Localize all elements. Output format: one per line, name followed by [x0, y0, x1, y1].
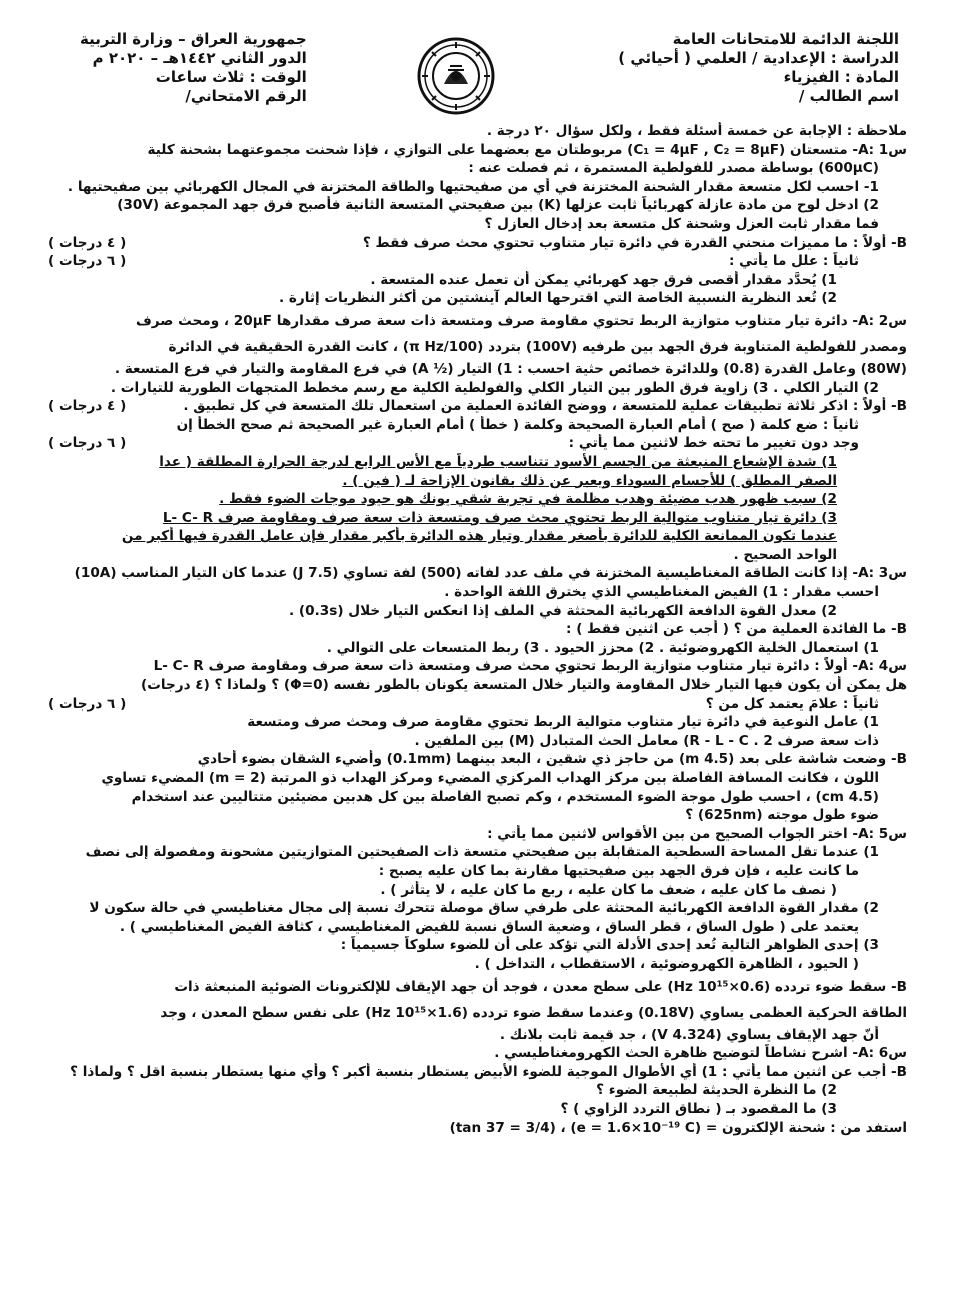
exam-line	[48, 806, 907, 825]
exam-line-text: الصفر المطلق ) للأجسام السوداء ويعبر عن ذلك بقانون الإزاحة لـ ( فين ) .	[342, 472, 837, 489]
exam-line-text: ثانياً : علامَ يعتمد كل من ؟	[705, 695, 879, 712]
exam-line-text: هل يمكن أن يكون فيها التيار خلال المقاومة والتيار خلال المتسعة يكونان بالطور نفسه (Φ=0) ؟ ولماذا ؟ (٤ درجات)	[140, 677, 907, 694]
exam-line-text: ( نصف ما كان عليه ، ضعف ما كان عليه ، ربع ما كان عليه ، لا يتأثر ) .	[380, 881, 837, 898]
exam-line	[48, 196, 907, 215]
exam-line-text: B- أولاً : ما مميزات منحني القدرة في دائرة تيار متناوب تحتوي محث صرف فقط ؟	[362, 234, 907, 251]
exam-line	[48, 1026, 907, 1045]
exam-line	[48, 178, 907, 197]
exam-line-text: وجد دون تغيير ما تحته خط لاثنين مما يأتي :	[568, 435, 859, 452]
exam-line-text: 2) التيار الكلي . 3) زاوية فرق الطور بين التيار الكلي والفولطية الكلية مع رسم مخطط المتجهات الطورية للتيارات .	[110, 379, 879, 396]
exam-line	[48, 583, 907, 602]
exam-line	[48, 732, 907, 751]
exam-line-text: ( الحيود ، الظاهرة الكهروضوئية ، الاستقطاب ، التداخل ) .	[474, 955, 859, 972]
exam-line-text: س1 :A- متسعتان (C₁ = 4μF , C₂ = 8μF) مربوطتان مع بعضهما على التوازي ، فإذا شحنت مجموعتهما بشحنة كلية	[147, 141, 907, 158]
exam-line-text: فما مقدار ثابت العزل وشحنة كل متسعة بعد إدخال العازل ؟	[484, 215, 879, 232]
exam-line	[48, 308, 907, 334]
exam-line-text: ثانياً : ضع كلمة ( صح ) أمام العبارة الصحيحة وكلمة ( خطأ ) أمام العبارة غير الصحيحة ثم صحح الخطأ إن	[176, 416, 859, 433]
exam-line	[48, 936, 907, 955]
exam-line	[48, 490, 907, 509]
exam-line	[48, 1081, 907, 1100]
exam-line	[48, 527, 907, 546]
header-right-block	[618, 30, 899, 106]
exam-line-text: 3) إحدى الظواهر التالية تُعد إحدى الأدلة التي تؤكد على أن للضوء سلوكاً جسيمياً :	[340, 937, 879, 954]
exam-line	[48, 602, 907, 621]
exam-line	[48, 289, 907, 308]
exam-line	[48, 676, 907, 695]
exam-line-text: 3) دائرة تيار متناوب متوالية الربط تحتوي محث صرف ومتسعة ذات سعة صرف ومقاومة صرف L- C- R	[162, 509, 837, 526]
exam-line	[48, 881, 907, 900]
exam-line-text: استفد من : شحنة الإلكترون = (e = 1.6×10⁻¹⁹ C) ، (tan 37 = 3/4)	[449, 1119, 907, 1136]
exam-line-text: 2) ادخل لوح من مادة عازلة كهربائياً ثابت عزلها (K) بين صفيحتي المتسعة الثانية فأصبح فرق جهد المجموعة (30V)	[117, 197, 879, 214]
exam-line	[48, 1000, 907, 1026]
exam-line	[48, 453, 907, 472]
exam-line	[48, 695, 907, 714]
exam-line-text: (600μC) بوساطة مصدر للفولطية المستمرة ، ثم فصلت عنه :	[468, 160, 879, 177]
exam-line-text: (80W) وعامل القدرة (0.8) وللدائرة خصائص حثية احسب : 1) التيار (½ A) في فرع المقاومة والتيار في فرع المتسعة .	[114, 360, 907, 377]
exam-line	[48, 843, 907, 862]
exam-line	[48, 564, 907, 583]
exam-line-text: عندما تكون الممانعة الكلية للدائرة بأصغر مقدار وتيار هذه الدائرة بأكبر مقدار فإن عامل القدرة فيها أكبر من	[121, 528, 837, 545]
exam-line-text: 3) ما المقصود بـ ( نطاق التردد الزاوي ) ؟	[560, 1100, 837, 1117]
exam-line-text: س4 :A- أولاً : دائرة تيار متناوب متوازية الربط تحتوي محث صرف ومتسعة ذات سعة صرف ومقاومة صرف L- C- R	[153, 658, 907, 675]
exam-line-text: 2) معدل القوة الدافعة الكهربائية المحتثة في الملف إذا انعكس التيار خلال (0.3s) .	[289, 602, 837, 619]
exam-line-text: 2) سبب ظهور هدب مضيئة وهدب مظلمة في تجربة شقي يونك هو حيود موجات الضوء فقط .	[219, 491, 837, 508]
exam-line-text: 1) استعمال الخلية الكهروضوئية . 2) محزز الحيود . 3) ربط المتسعات على التوالي .	[326, 639, 879, 656]
exam-line	[48, 788, 907, 807]
exam-line	[48, 546, 907, 565]
header-left-block	[80, 30, 307, 106]
exam-line-text: س5 :A- اختر الجواب الصحيح من بين الأقواس لاثنين مما يأتي :	[487, 825, 907, 842]
exam-number-label: الرقم الامتحاني/	[185, 87, 307, 105]
marks-label: ( ٤ درجات )	[48, 398, 127, 415]
exam-line	[48, 657, 907, 676]
exam-line-text: س3 :A- إذا كانت الطاقة المغناطيسية المختزنة في ملف عدد لفاته (500) لفة تساوي (7.5 J) عندما كان التيار المناسب (10A)	[74, 565, 907, 582]
exam-line	[48, 620, 907, 639]
exam-line-text: ثانياً : علل ما يأتي :	[728, 253, 859, 270]
exam-line	[48, 159, 907, 178]
exam-duration: الوقت : ثلاث ساعات	[155, 68, 307, 86]
marks-label: ( ٤ درجات )	[48, 234, 127, 251]
exam-line	[48, 918, 907, 937]
exam-line	[48, 122, 907, 141]
exam-line	[48, 1063, 907, 1082]
exam-line	[48, 434, 907, 453]
exam-line	[48, 639, 907, 658]
exam-line-text: B- ما الفائدة العملية من ؟ ( أجب عن اثنين فقط ) :	[566, 621, 907, 638]
exam-line	[48, 1119, 907, 1138]
exam-line-text: ما كانت عليه ، فإن فرق الجهد بين صفيحتيها مقارنة بما كان عليه يصبح :	[378, 862, 859, 879]
exam-line-text: س6 :A- اشرح نشاطاً لتوضيح ظاهرة الحث الكهرومغناطيسي .	[494, 1045, 907, 1062]
exam-line-text: 1- احسب لكل متسعة مقدار الشحنة المختزنة في أي من صفيحتيها والطاقة المختزنة في المجال الكهربائي بين صفيحتيها .	[67, 178, 879, 195]
exam-line-text: B- وضعت شاشة على بعد (4.5 m) من حاجز ذي شقين ، البعد بينهما (0.1mm) وأضيء الشقان بضوء أحادي	[197, 751, 907, 768]
exam-line-text: أنّ جهد الإيقاف يساوي (4.324 V) ، جد قيمة ثابت بلانك .	[499, 1026, 879, 1043]
exam-line-text: ملاحظة : الإجابة عن خمسة أسئلة فقط ، ولكل سؤال ٢٠ درجة .	[486, 123, 907, 139]
marks-label: ( ٦ درجات )	[48, 435, 127, 452]
exam-line	[48, 141, 907, 160]
exam-line-text: ومصدر للفولطية المتناوبة فرق الجهد بين طرفيه (100V) بتردد (100/π Hz) ، كانت القدرة الحقيقية في الدائرة	[168, 338, 907, 355]
exam-line	[48, 397, 907, 416]
study-branch: الدراسة : الإعدادية / العلمي ( أحيائي )	[618, 49, 899, 67]
exam-line-text: 1) يُحدَّد مقدار أقصى فرق جهد كهربائي يمكن أن تعمل عنده المتسعة .	[370, 271, 837, 288]
exam-line	[48, 360, 907, 379]
exam-line	[48, 1044, 907, 1063]
exam-line-text: الواحد الصحيح .	[733, 546, 837, 563]
exam-line	[48, 509, 907, 528]
exam-line-text: احسب مقدار : 1) الفيض المغناطيسي الذي يخترق اللفة الواحدة .	[444, 584, 879, 601]
exam-line	[48, 825, 907, 844]
ministry-seal-icon	[416, 36, 496, 116]
exam-line	[48, 416, 907, 435]
exam-line	[48, 899, 907, 918]
marks-label: ( ٦ درجات )	[48, 695, 127, 712]
exam-line-text: يعتمد على ( طول الساق ، قطر الساق ، وضعية الساق نسبة للفيض المغناطيسي ، كثافة الفيض المغناطيسي ) .	[119, 918, 859, 935]
exam-line-text: 2) تُعد النظرية النسبية الخاصة التي اقترحها العالم آينشتين من أكثر النظريات إثارة .	[279, 290, 837, 307]
exam-line-text: (4.5 cm) ، احسب طول موجة الضوء المستخدم ، وكم تصبح الفاصلة بين كل هدبين مضيئين متتاليين عند استخدام	[131, 788, 879, 805]
committee-name: اللجنة الدائمة للامتحانات العامة	[672, 30, 899, 48]
exam-line-text: س2 :A- دائرة تيار متناوب متوازية الربط تحتوي مقاومة صرف ومتسعة ذات سعة صرف مقدارها 20μF ، ومحث صرف	[135, 312, 907, 329]
exam-line	[48, 974, 907, 1000]
exam-line-text: 2) ما النظرة الحديثة لطبيعة الضوء ؟	[596, 1082, 837, 1099]
subject: المادة : الفيزياء	[783, 68, 899, 86]
exam-line	[48, 252, 907, 271]
exam-line	[48, 750, 907, 769]
exam-line	[48, 215, 907, 234]
exam-line-text: B- أجب عن اثنين مما يأتي : 1) أي الأطوال الموجية للضوء الأبيض يستطار بنسبة أكبر ؟ وأي منها يستطار بنسبة اقل ؟ ولماذا ؟	[70, 1063, 907, 1080]
exam-line	[48, 862, 907, 881]
exam-line-text: اللون ، فكانت المسافة الفاصلة بين مركز الهداب المركزي المضيء ومركز الهداب ذو المرتبة (m = 2) المضيء تساوي	[101, 770, 879, 786]
exam-line	[48, 271, 907, 290]
exam-questions	[48, 122, 907, 1137]
exam-line	[48, 769, 907, 788]
exam-line	[48, 1100, 907, 1119]
exam-line-text: B- أولاً : اذكر ثلاثة تطبيقات عملية للمتسعة ، ووضح الفائدة العملية من استعمال تلك المتسعة في كل تطبيق .	[183, 398, 907, 415]
exam-line	[48, 334, 907, 360]
exam-line-text: 1) عندما تقل المساحة السطحية المتقابلة بين صفيحتي متسعة ذات الصفيحتين المتوازيتين مشحونة ومفصولة إلى نصف	[85, 844, 879, 861]
exam-line	[48, 379, 907, 398]
exam-line-text: الطاقة الحركية العظمى يساوي (0.18V) وعندما سقط ضوء تردده (1.6×10¹⁵ Hz) على نفس سطح المعدن ، وجد	[160, 1004, 907, 1021]
exam-line-text: ضوء طول موجته (625nm) ؟	[685, 807, 879, 824]
exam-round: الدور الثاني ١٤٤٢هـ – ٢٠٢٠ م	[92, 49, 307, 67]
exam-line	[48, 472, 907, 491]
exam-line-text: ذات سعة صرف R - L - C . 2) معامل الحث المتبادل (M) بين الملفين .	[414, 732, 879, 749]
country-ministry: جمهورية العراق – وزارة التربية	[80, 30, 307, 48]
exam-line	[48, 234, 907, 253]
marks-label: ( ٦ درجات )	[48, 253, 127, 270]
exam-line	[48, 713, 907, 732]
exam-line-text: 1) عامل النوعية في دائرة تيار متناوب متوالية الربط تحتوي مقاومة صرف ومحث صرف ومتسعة	[247, 714, 879, 731]
exam-line	[48, 955, 907, 974]
exam-line-text: 1) شدة الإشعاع المنبعثة من الجسم الأسود تتناسب طردياً مع الأس الرابع لدرجة الحرارة المطلقة ( عدا	[159, 453, 837, 470]
exam-line-text: B- سقط ضوء تردده (0.6×10¹⁵ Hz) على سطح معدن ، فوجد أن جهد الإيقاف للإلكترونات الضوئية المنبعثة ذات	[174, 978, 907, 995]
student-name-label: اسم الطالب /	[798, 87, 899, 105]
exam-line-text: 2) مقدار القوة الدافعة الكهربائية المحتثة على طرفي ساق موصلة تتحرك نسبة إلى مجال مغناطيسي في حالة سكون لا	[89, 900, 879, 917]
